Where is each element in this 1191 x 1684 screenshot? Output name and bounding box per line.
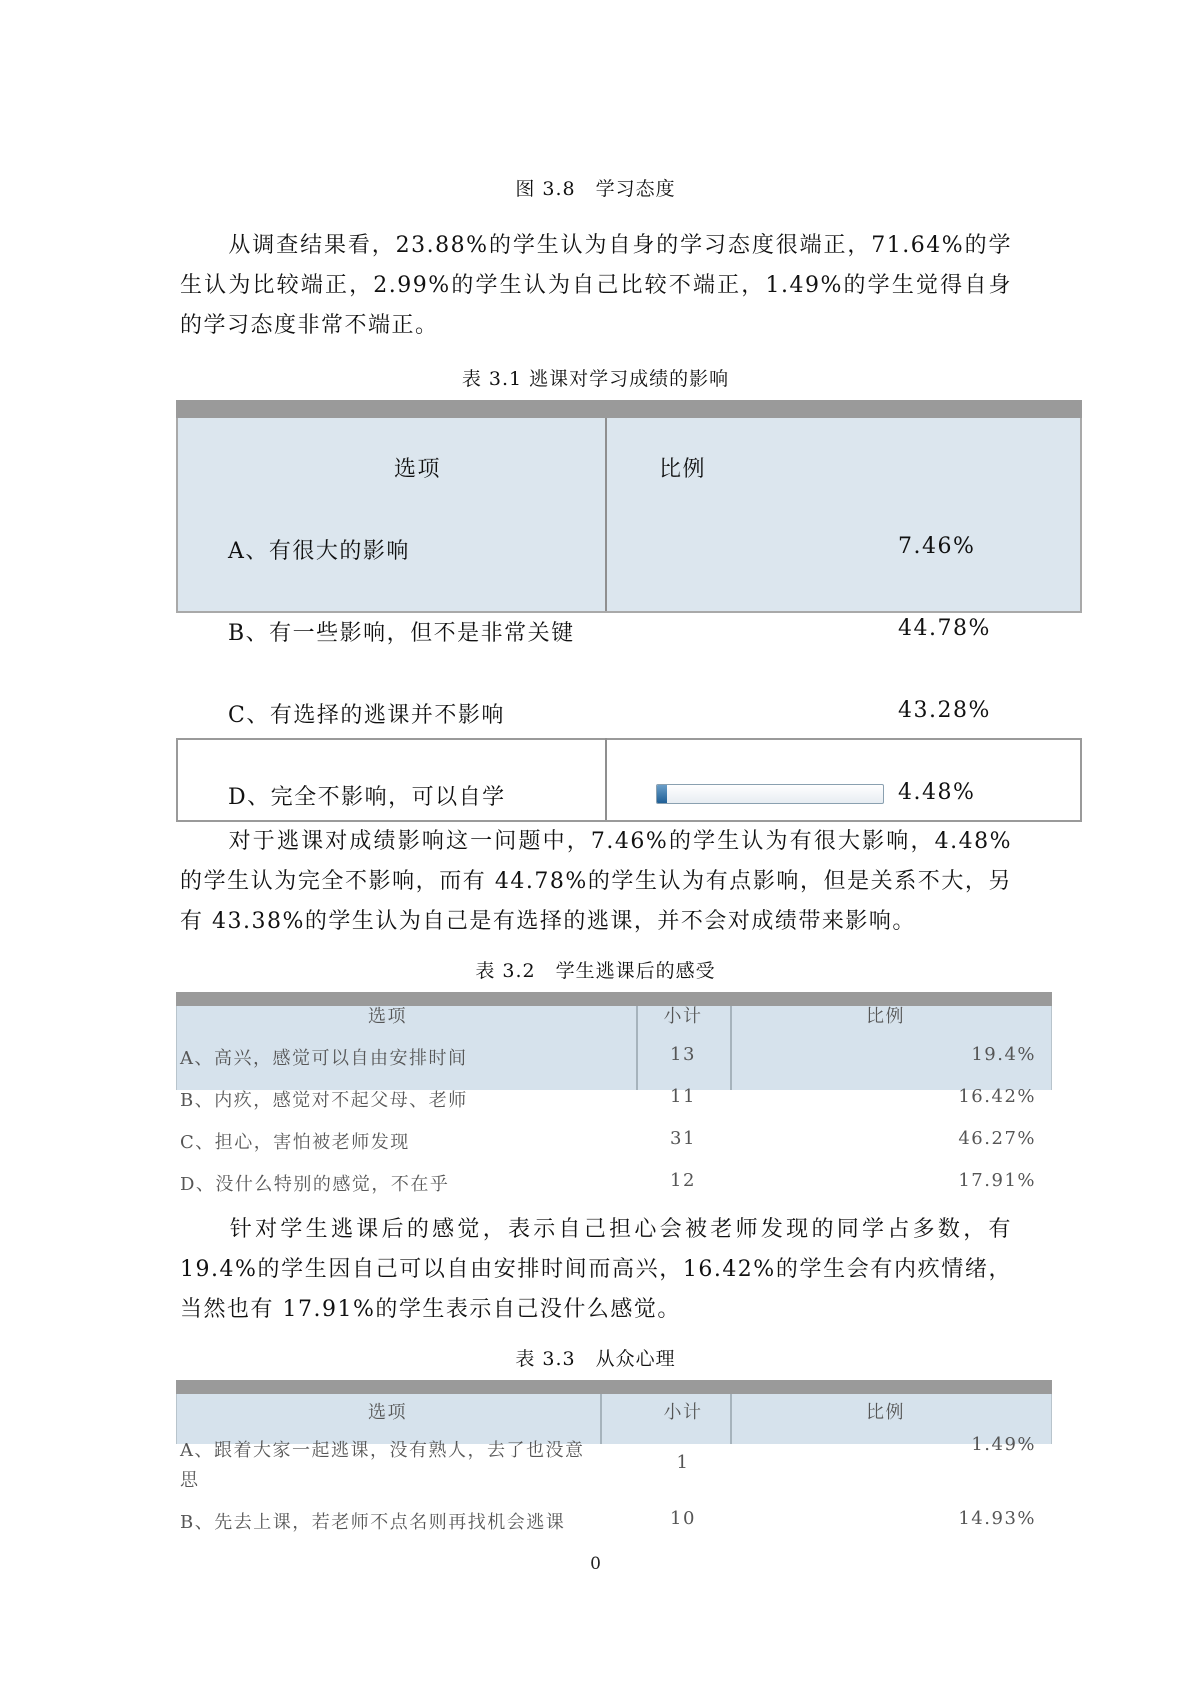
row-c-ratio: 43.28% bbox=[898, 698, 991, 723]
table-3-3 bbox=[176, 1380, 1052, 1540]
table-top-bar bbox=[176, 992, 1052, 1006]
row-b-ratio: 14.93% bbox=[958, 1508, 1036, 1529]
column-divider bbox=[636, 1006, 638, 1090]
row-b-option: B、有一些影响，但不是非常关键 bbox=[228, 621, 575, 646]
table-3-3-caption: 表 3.3 从众心理 bbox=[515, 1348, 676, 1370]
row-a-option: A、高兴，感觉可以自由安排时间 bbox=[180, 1048, 468, 1069]
row-b-count: 11 bbox=[670, 1086, 696, 1107]
row-c-option: C、担心，害怕被老师发现 bbox=[180, 1132, 410, 1153]
paragraph-text: 对于逃课对成绩影响这一问题中，7.46%的学生认为有很大影响，4.48%的学生认为完全不影响，而有 44.78%的学生认为有点影响，但是关系不大，另有 43.38%的学生认为自己是有选择的逃课，并不会对成绩带来影响。 bbox=[180, 829, 1012, 934]
row-b-ratio: 44.78% bbox=[898, 616, 991, 641]
row-b-option: B、内疚，感觉对不起父母、老师 bbox=[180, 1090, 468, 1111]
header-ratio: 比例 bbox=[659, 457, 707, 482]
paragraph-learning-attitude bbox=[180, 226, 1012, 346]
paragraph-feelings bbox=[180, 1210, 1012, 1330]
row-c-ratio: 46.27% bbox=[958, 1128, 1036, 1149]
table-top-bar bbox=[176, 400, 1082, 418]
header-count: 小计 bbox=[663, 1402, 703, 1423]
paragraph-skipping-impact bbox=[180, 822, 1012, 942]
table-top-bar bbox=[176, 1380, 1052, 1394]
row-d-option: D、完全不影响，可以自学 bbox=[228, 785, 506, 810]
table-3-1-caption: 表 3.1 逃课对学习成绩的影响 bbox=[461, 368, 730, 390]
header-option: 选项 bbox=[368, 1402, 407, 1423]
row-d-option: D、没什么特别的感觉，不在乎 bbox=[180, 1174, 450, 1195]
header-option: 选项 bbox=[368, 1006, 407, 1027]
table-3-2-caption: 表 3.2 学生逃课后的感受 bbox=[475, 960, 716, 982]
header-ratio: 比例 bbox=[866, 1402, 905, 1423]
header-count: 小计 bbox=[663, 1006, 703, 1027]
page-number: 0 bbox=[590, 1554, 601, 1574]
column-divider bbox=[605, 418, 607, 611]
row-a-ratio: 7.46% bbox=[898, 534, 976, 559]
row-a-option-line2: 思 bbox=[180, 1470, 200, 1491]
row-c-option: C、有选择的逃课并不影响 bbox=[228, 703, 505, 728]
row-a-count: 13 bbox=[670, 1044, 696, 1065]
table-header-panel bbox=[176, 418, 1082, 613]
column-divider bbox=[600, 1394, 602, 1444]
row-a-count: 1 bbox=[676, 1452, 690, 1473]
paragraph-text: 针对学生逃课后的感觉，表示自己担心会被老师发现的同学占多数，有 19.4%的学生因自己可以自由安排时间而高兴，16.42%的学生会有内疚情绪，当然也有 17.91%的学生表示自己没什么感觉。 bbox=[180, 1217, 1012, 1322]
row-b-ratio: 16.42% bbox=[958, 1086, 1036, 1107]
row-a-ratio: 19.4% bbox=[971, 1044, 1036, 1065]
column-divider bbox=[730, 1006, 732, 1090]
table-3-1 bbox=[176, 400, 1082, 820]
header-option: 选项 bbox=[394, 457, 442, 482]
header-ratio: 比例 bbox=[866, 1006, 905, 1027]
row-d-ratio: 4.48% bbox=[898, 780, 976, 805]
row-a-ratio: 1.49% bbox=[971, 1434, 1036, 1455]
column-divider bbox=[730, 1394, 732, 1444]
figure-caption: 图 3.8 学习态度 bbox=[515, 178, 676, 200]
column-divider bbox=[605, 738, 607, 820]
row-c-count: 31 bbox=[670, 1128, 696, 1149]
table-3-2 bbox=[176, 992, 1052, 1212]
row-d-count: 12 bbox=[670, 1170, 696, 1191]
row-b-option: B、先去上课，若老师不点名则再找机会逃课 bbox=[180, 1512, 566, 1533]
progress-fill bbox=[657, 785, 667, 803]
row-a-option: A、有很大的影响 bbox=[228, 539, 410, 564]
paragraph-text: 从调查结果看，23.88%的学生认为自身的学习态度很端正，71.64%的学生认为比较端正，2.99%的学生认为自己比较不端正，1.49%的学生觉得自身的学习态度非常不端正。 bbox=[180, 233, 1012, 338]
row-b-count: 10 bbox=[670, 1508, 696, 1529]
row-a-option-line1: A、跟着大家一起逃课，没有熟人，去了也没意 bbox=[180, 1440, 585, 1461]
row-d-progress-bar bbox=[656, 784, 884, 804]
row-d-ratio: 17.91% bbox=[958, 1170, 1036, 1191]
